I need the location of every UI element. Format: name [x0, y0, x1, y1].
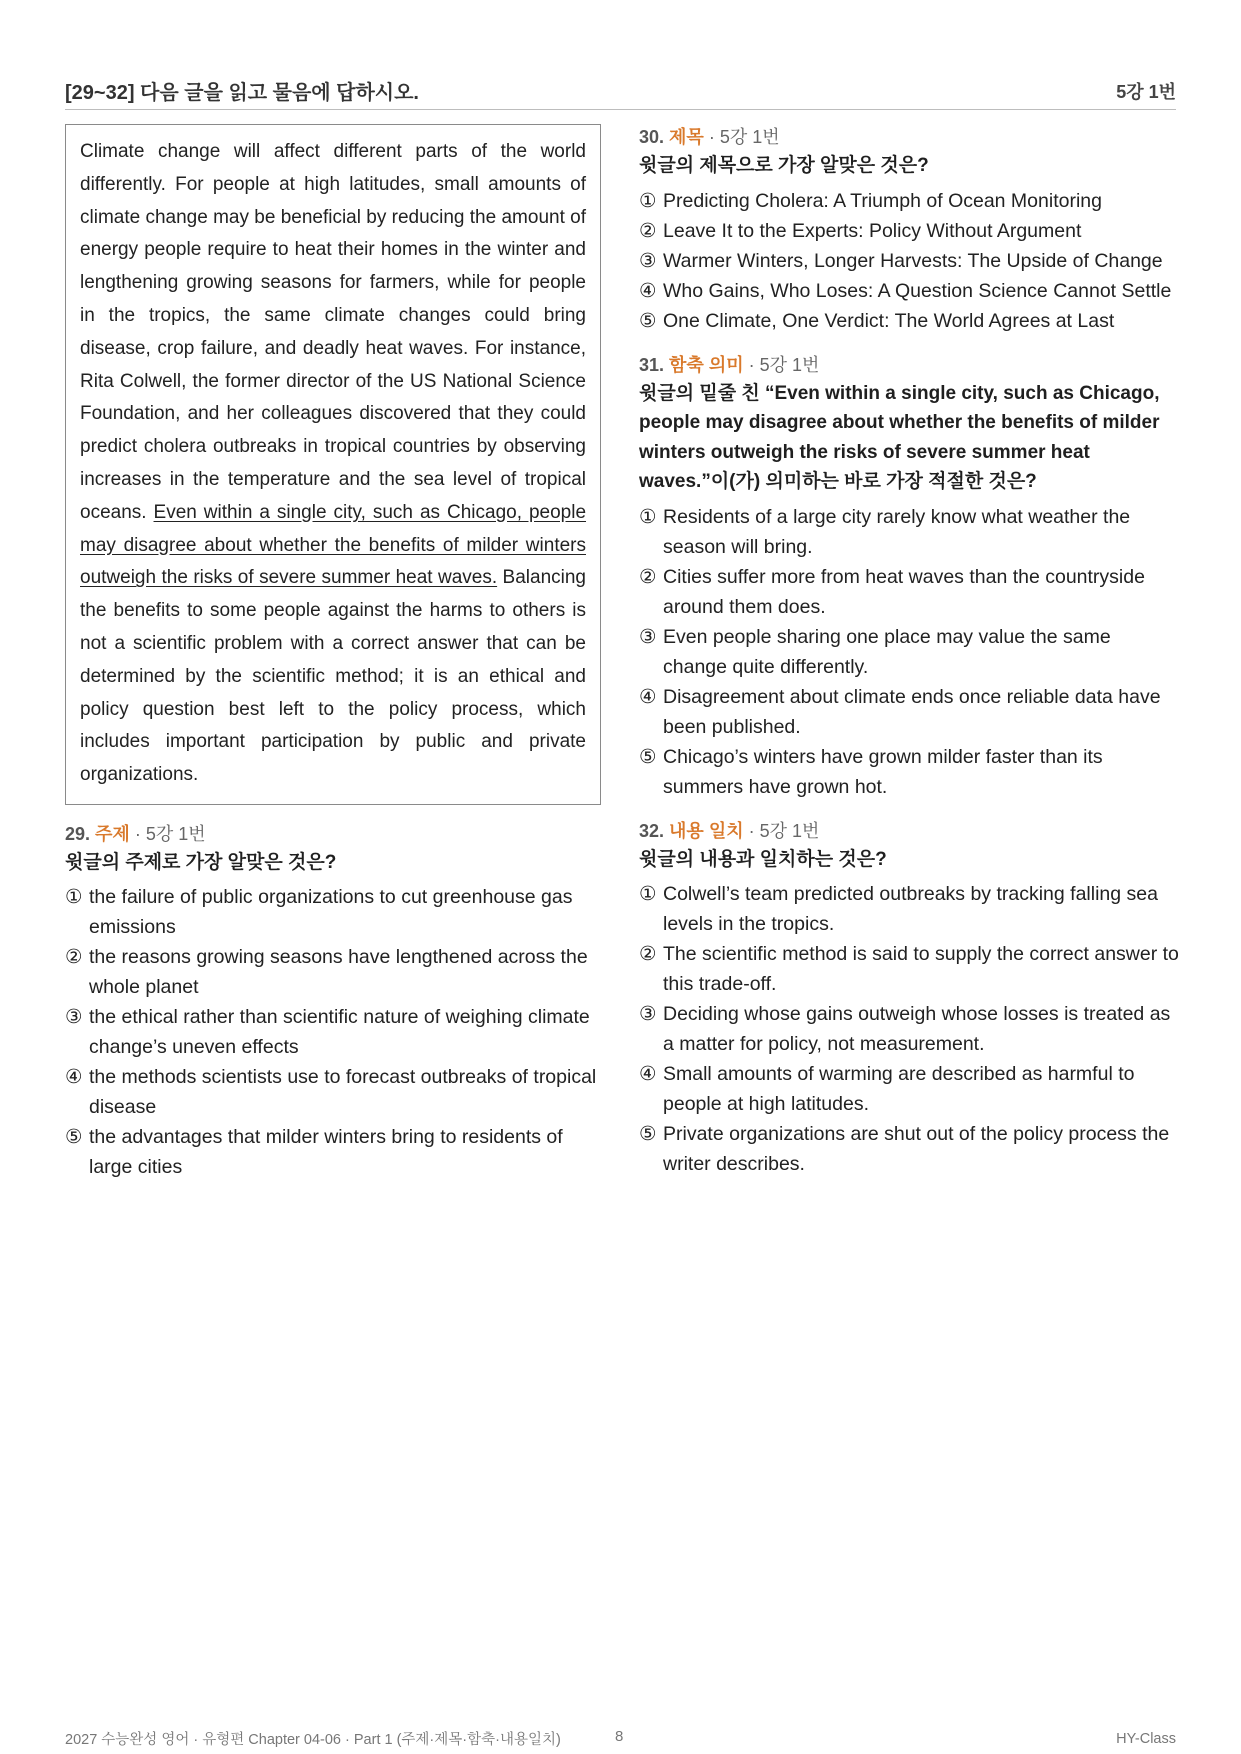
choice-1[interactable] [639, 879, 1179, 939]
choice-text: Small amounts of warming are described as harmful to people at high latitudes. [663, 1063, 1135, 1115]
question-source: · 5강 1번 [703, 127, 780, 147]
question-source: · 5강 1번 [743, 820, 820, 841]
question-number: 30. [639, 127, 665, 147]
choice-4[interactable] [639, 276, 1179, 306]
left-column [65, 124, 601, 1182]
choice-marker: ③ [65, 1006, 83, 1029]
choice-text: Private organizations are shut out of the policy process the writer describes. [663, 1123, 1170, 1175]
choice-marker: ④ [639, 1063, 657, 1085]
choice-marker: ① [639, 189, 657, 212]
question-31 [639, 352, 1179, 802]
question-stem: 윗글의 밑줄 친 “Even within a single city, such as Chicago, people may disagree about whether the benefits of milder winters outweigh the risks of severe summer heat waves.”이(가) 의미하는 바로 가장 적절한 것은? [639, 382, 1160, 492]
choice-1[interactable] [65, 882, 601, 942]
choice-2[interactable] [639, 562, 1179, 622]
choice-marker: ② [639, 219, 657, 242]
choice-marker: ⑤ [639, 1123, 657, 1145]
choice-text: Colwell’s team predicted outbreaks by tracking falling sea levels in the tropics. [663, 883, 1158, 935]
choice-3[interactable] [639, 622, 1179, 682]
question-header [639, 124, 1179, 150]
question-stem: 윗글의 내용과 일치하는 것은? [639, 848, 887, 870]
choice-1[interactable] [639, 186, 1179, 216]
question-header [639, 818, 1179, 844]
choice-text: the ethical rather than scientific nature of weighing climate change’s uneven effects [89, 1006, 590, 1059]
choice-list [639, 502, 1179, 802]
choice-4[interactable] [639, 1059, 1179, 1119]
choice-2[interactable] [639, 216, 1179, 246]
choice-text: the reasons growing seasons have lengthened across the whole planet [89, 946, 588, 999]
question-type: 주제 [95, 823, 130, 844]
question-stem: 윗글의 제목으로 가장 알맞은 것은? [639, 155, 929, 176]
choice-3[interactable] [639, 246, 1179, 276]
choice-marker: ⑤ [65, 1126, 83, 1149]
choice-text: Cities suffer more from heat waves than the countryside around them does. [663, 565, 1145, 618]
choice-1[interactable] [639, 502, 1179, 562]
choice-marker: ② [65, 946, 83, 969]
choice-text: Disagreement about climate ends once reliable data have been published. [663, 685, 1161, 738]
instruction-title: [29~32] 다음 글을 읽고 물음에 답하시오. [65, 82, 419, 104]
choice-marker: ⑤ [639, 745, 657, 768]
right-column [639, 124, 1179, 1179]
choice-text: the failure of public organizations to cut greenhouse gas emissions [89, 886, 573, 939]
choice-text: Leave It to the Experts: Policy Without Argument [663, 219, 1082, 242]
choice-2[interactable] [65, 942, 601, 1002]
footer-brand: HY-Class [1116, 1731, 1176, 1747]
choice-marker: ③ [639, 249, 657, 272]
passage-text-before: Climate change will affect different parts of the world differently. For people at high latitudes, small amounts of climate change may be beneficial by reducing the amount of energy people require to heat their homes in the winter and lengthening growing seasons for farmers, while for people in the tropics, the same climate changes could bring disease, crop failure, and deadly heat waves. For instance, Rita Colwell, the former director of the US National Science Foundation, and her colleagues discovered that they could predict cholera outbreaks in tropical countries by observing increases in the temperature and the sea level of tropical oceans. [80, 141, 586, 523]
choice-marker: ④ [639, 279, 657, 302]
question-number: 31. [639, 354, 665, 375]
question-type: 내용 일치 [669, 820, 744, 841]
choice-text: One Climate, One Verdict: The World Agrees at Last [663, 309, 1115, 332]
choice-5[interactable] [639, 1119, 1179, 1179]
choice-5[interactable] [639, 742, 1179, 802]
choice-4[interactable] [65, 1062, 601, 1122]
choice-marker: ③ [639, 625, 657, 648]
choice-list [65, 882, 601, 1182]
choice-marker: ① [639, 505, 657, 528]
passage-text-after: Balancing the benefits to some people against the harms to others is not a scientific problem with a correct answer that can be determined by the scientific method; it is an ethical and policy question best left to the policy process, which includes important participation by public and private organizations. [80, 567, 586, 786]
choice-text: Chicago’s winters have grown milder faster than its summers have grown hot. [663, 745, 1103, 798]
question-stem: 윗글의 주제로 가장 알맞은 것은? [65, 851, 337, 873]
choice-2[interactable] [639, 939, 1179, 999]
question-type: 함축 의미 [669, 354, 744, 375]
choice-marker: ⑤ [639, 309, 657, 332]
question-number: 32. [639, 820, 665, 841]
question-29 [65, 821, 601, 1183]
choice-text: Warmer Winters, Longer Harvests: The Upside of Change [663, 249, 1163, 272]
choice-list [639, 186, 1179, 336]
question-source: · 5강 1번 [743, 354, 820, 375]
question-30 [639, 124, 1179, 336]
choice-marker: ① [639, 883, 657, 905]
choice-marker: ① [65, 886, 83, 909]
choice-text: Deciding whose gains outweigh whose losses is treated as a matter for policy, not measurement. [663, 1003, 1171, 1055]
passage-underlined-sentence: Even within a single city, such as Chicago, people may disagree about whether the benefits of milder winters outweigh the risks of severe summer heat waves. [80, 501, 587, 589]
choice-text: Who Gains, Who Loses: A Question Science Cannot Settle [663, 279, 1172, 302]
question-32 [639, 818, 1179, 1180]
choice-marker: ③ [639, 1003, 657, 1025]
question-source: · 5강 1번 [129, 823, 206, 844]
question-type: 제목 [669, 127, 704, 147]
choice-text: The scientific method is said to supply the correct answer to this trade-off. [663, 943, 1179, 995]
choice-marker: ② [639, 943, 657, 965]
choice-4[interactable] [639, 682, 1179, 742]
reading-passage [65, 124, 601, 805]
choice-text: the advantages that milder winters bring to residents of large cities [89, 1126, 563, 1179]
lesson-label: 5강 1번 [1116, 82, 1176, 102]
question-header [65, 821, 601, 847]
choice-marker: ② [639, 565, 657, 588]
question-header [639, 352, 1179, 378]
choice-text: Predicting Cholera: A Triumph of Ocean Monitoring [663, 189, 1102, 212]
choice-3[interactable] [65, 1002, 601, 1062]
page-header [65, 76, 1176, 110]
page-number: 8 [615, 1728, 624, 1745]
choice-marker: ④ [639, 685, 657, 708]
choice-text: Residents of a large city rarely know what weather the season will bring. [663, 505, 1131, 558]
choice-5[interactable] [639, 306, 1179, 336]
choice-marker: ④ [65, 1066, 83, 1089]
choice-list [639, 879, 1179, 1179]
question-number: 29. [65, 823, 91, 844]
choice-text: the methods scientists use to forecast outbreaks of tropical disease [89, 1066, 597, 1119]
page-footer [65, 1728, 1176, 1750]
footer-book-info: 2027 수능완성 영어 · 유형편 Chapter 04-06 · Part 1 (주제·제목·함축·내용일치) [65, 1732, 561, 1748]
choice-5[interactable] [65, 1122, 601, 1182]
choice-3[interactable] [639, 999, 1179, 1059]
choice-text: Even people sharing one place may value the same change quite differently. [663, 625, 1111, 678]
